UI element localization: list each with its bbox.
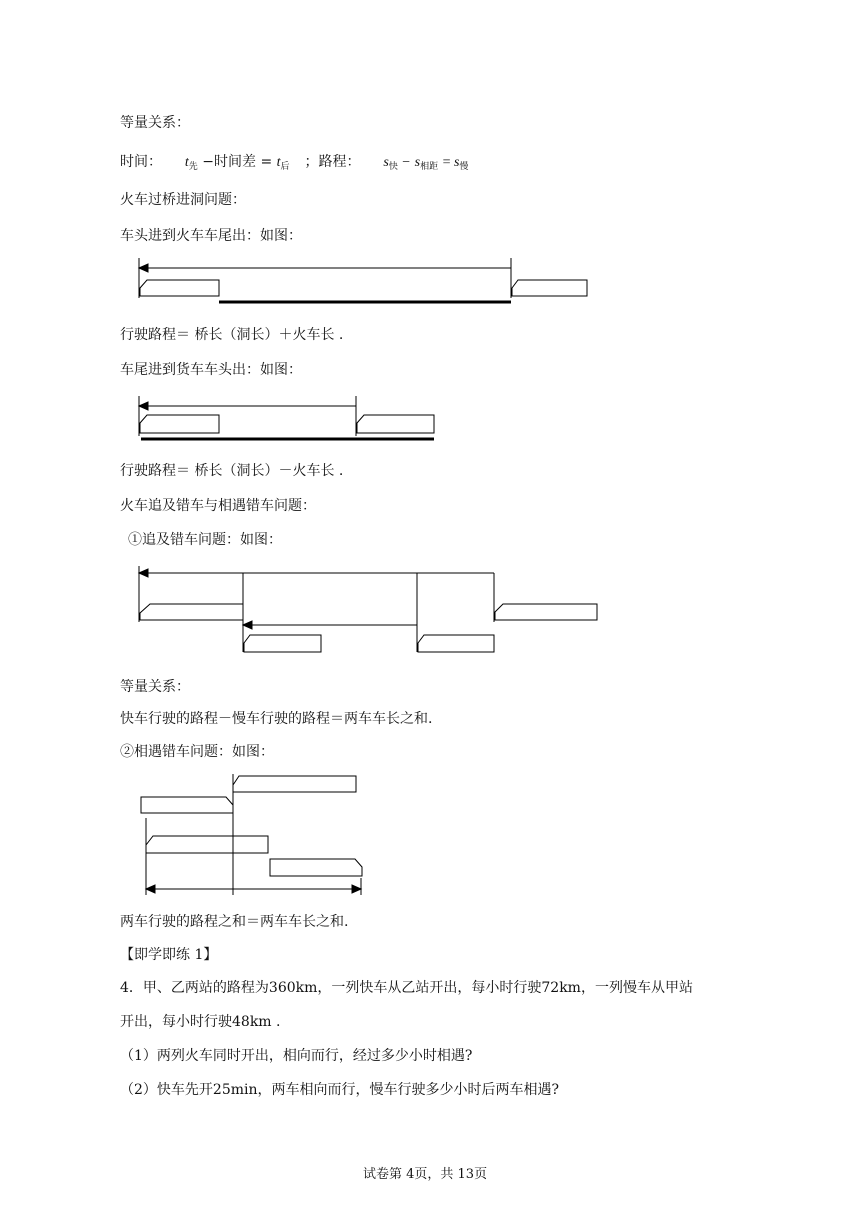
text-chase-relation: 快车行驶的路程－慢车行驶的路程＝两车车长之和. bbox=[120, 711, 433, 727]
text-meet-relation: 两车行驶的路程之和＝两车车长之和. bbox=[120, 914, 349, 930]
sub-slow: 慢 bbox=[459, 162, 469, 172]
text-bridge-problem: 火车过桥进洞问题： bbox=[120, 192, 246, 208]
sub-first: 先 bbox=[188, 162, 198, 172]
var-s-slow: s bbox=[453, 155, 460, 170]
sub-fast: 快 bbox=[388, 162, 398, 172]
text-chase-problem: ①追及错车问题：如图： bbox=[128, 532, 282, 548]
text-chase-meet: 火车追及错车与相遇错车问题： bbox=[120, 498, 316, 514]
equals-sign: = bbox=[442, 155, 454, 170]
text-head-in-tail-out: 车头进到火车车尾出：如图： bbox=[120, 228, 302, 244]
page-footer: 试卷第 4页，共 13页 bbox=[363, 1167, 488, 1182]
time-diff-text: −时间差 = bbox=[202, 154, 277, 170]
sub-gap: 相距 bbox=[420, 162, 439, 172]
var-s-gap: s bbox=[414, 155, 421, 170]
section-practice-title: 【即学即练 1】 bbox=[120, 947, 218, 963]
var-t-first: t bbox=[184, 155, 189, 170]
text-distance-minus: 行驶路程＝ 桥长（洞长）－火车长 . bbox=[120, 463, 344, 479]
question-4-line-1: 4．甲、乙两站的路程为360km，一列快车从乙站开出，每小时行驶72km，一列慢车从甲站 bbox=[120, 980, 693, 996]
var-s-fast: s bbox=[383, 155, 389, 170]
text-meet-problem: ②相遇错车问题：如图： bbox=[120, 744, 274, 760]
text-equal-relation-2: 等量关系： bbox=[120, 679, 190, 695]
var-t-after: t bbox=[276, 155, 281, 170]
question-4-line-2: 开出，每小时行驶48km . bbox=[120, 1014, 281, 1030]
question-4-part-2: （2）快车先开25min，两车相向而行，慢车行驶多少小时后两车相遇? bbox=[120, 1082, 559, 1098]
text-equal-relation-1: 等量关系： bbox=[120, 115, 190, 131]
distance-label: ；路程： bbox=[304, 154, 361, 170]
text-tail-in-head-out: 车尾进到货车车头出：如图： bbox=[120, 362, 302, 378]
sub-after: 后 bbox=[280, 162, 290, 172]
text-distance-plus: 行驶路程＝ 桥长（洞长）＋火车长 . bbox=[120, 327, 344, 343]
question-4-part-1: （1）两列火车同时开出，相向而行，经过多少小时相遇? bbox=[120, 1048, 473, 1064]
minus-sign: − bbox=[402, 155, 411, 170]
time-label: 时间： bbox=[120, 154, 162, 170]
